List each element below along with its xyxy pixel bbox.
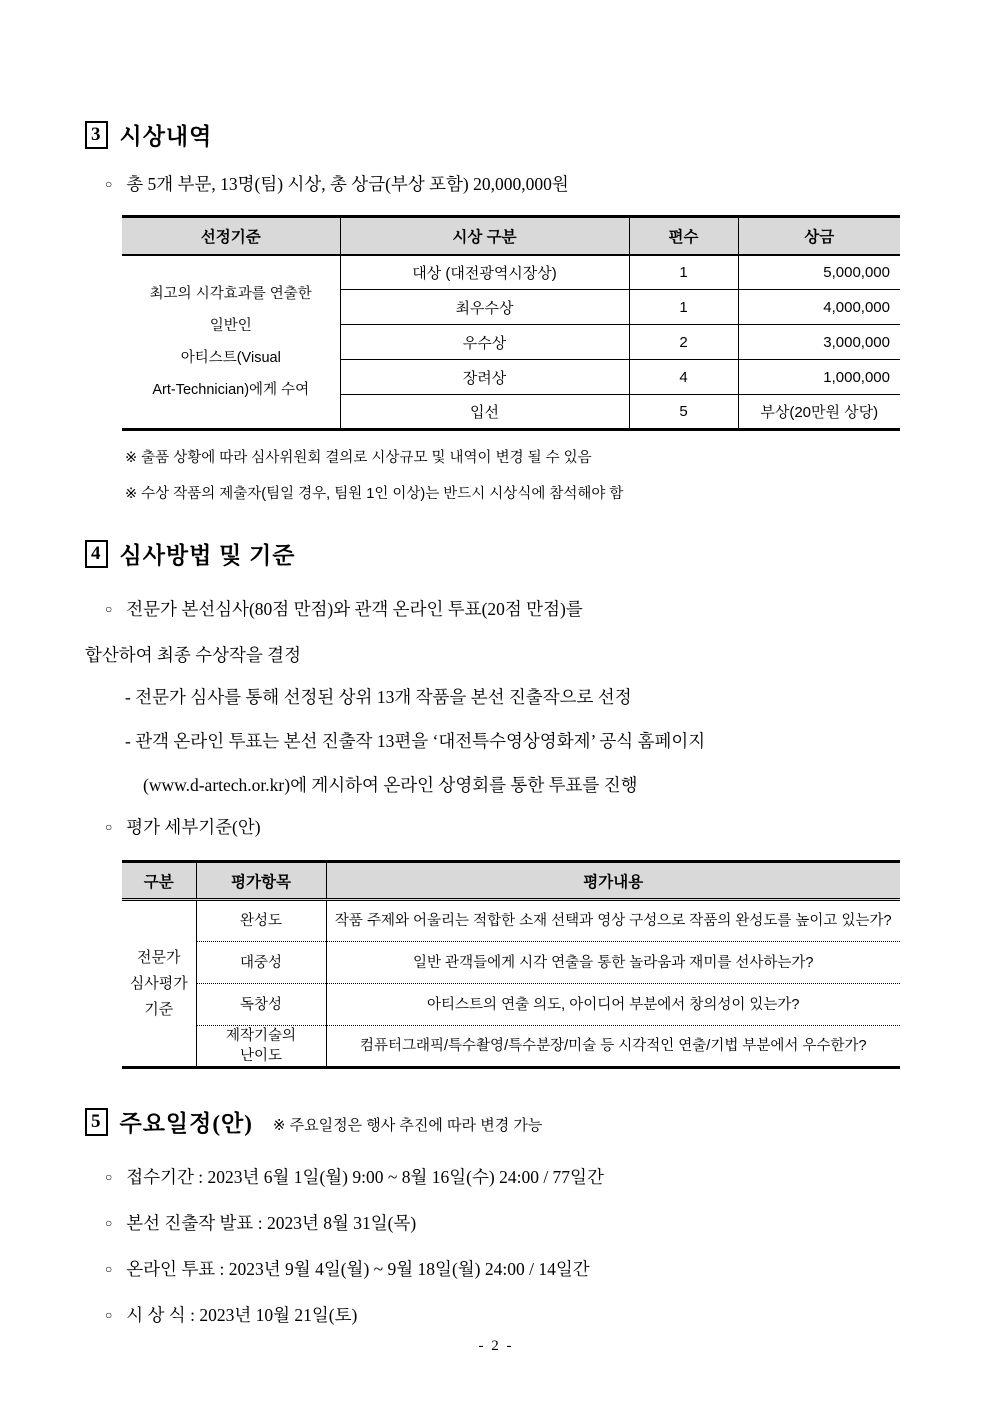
column-header-count: 편수 — [629, 217, 738, 255]
award-name-cell: 입선 — [340, 395, 629, 430]
circle-bullet-icon: ○ — [105, 602, 113, 616]
criteria-table-header-row — [122, 862, 900, 900]
section-number-box: 5 — [85, 1108, 108, 1136]
column-header-criteria: 선정기준 — [122, 217, 340, 255]
schedule-item-text: 본선 진출작 발표 : 2023년 8월 31일(목) — [126, 1213, 417, 1233]
criteria-line: 일반인 — [209, 317, 252, 334]
circle-bullet-icon: ○ — [105, 1170, 113, 1184]
awards-table — [122, 215, 900, 431]
table-row — [122, 984, 900, 1026]
count-cell: 5 — [629, 395, 738, 430]
awards-note: ※ 수상 작품의 제출자(팀일 경우, 팀원 1인 이상)는 반드시 시상식에 참석해야 함 — [125, 486, 624, 502]
prize-cell: 부상(20만원 상당) — [738, 395, 900, 430]
criteria-line: Art-Technician)에게 수여 — [152, 381, 310, 398]
criteria-line: 아티스트(Visual — [180, 349, 281, 366]
schedule-item — [105, 1302, 904, 1328]
column-header-item: 평가항목 — [196, 862, 326, 900]
column-header-prize: 상금 — [738, 217, 900, 255]
criteria-item-cell: 대중성 — [196, 942, 326, 984]
awards-summary-text: 총 5개 부문, 13명(팀) 시상, 총 상금(부상 포함) 20,000,000원 — [126, 174, 569, 194]
schedule-item-text: 접수기간 : 2023년 6월 1일(월) 9:00 ~ 8월 16일(수) 24:00 / 77일간 — [126, 1167, 604, 1187]
judging-detail-line: - 전문가 심사를 통해 선정된 상위 13개 작품을 본선 진출작으로 선정 — [125, 687, 632, 707]
awards-table-header-row — [122, 217, 900, 255]
selection-criteria-cell — [122, 255, 340, 430]
circle-bullet-icon: ○ — [105, 1308, 113, 1322]
criteria-line: 최고의 시각효과를 연출한 — [149, 285, 312, 302]
section-number-box: 4 — [85, 540, 108, 568]
schedule-item — [105, 1210, 904, 1236]
page-number: - 2 - — [478, 1338, 514, 1354]
criteria-item-cell — [196, 1026, 326, 1068]
column-header-award-type: 시상 구분 — [340, 217, 629, 255]
criteria-item-cell: 독창성 — [196, 984, 326, 1026]
column-header-description: 평가내용 — [326, 862, 900, 900]
count-cell: 1 — [629, 255, 738, 290]
awards-summary-line — [105, 171, 904, 197]
judging-method-line — [105, 596, 904, 622]
section-4-heading — [85, 537, 904, 570]
award-name-cell: 최우수상 — [340, 290, 629, 325]
section-title: 심사방법 및 기준 — [119, 543, 296, 568]
group-line: 심사평가 — [129, 974, 188, 992]
schedule-list — [85, 1164, 904, 1328]
group-line: 기준 — [144, 1000, 174, 1018]
count-cell: 1 — [629, 290, 738, 325]
criteria-item-cell: 완성도 — [196, 900, 326, 942]
criteria-table — [122, 860, 900, 1069]
evaluation-criteria-text: 평가 세부기준(안) — [126, 817, 261, 837]
criteria-item-line: 난이도 — [239, 1048, 283, 1064]
column-header-group: 구분 — [122, 862, 196, 900]
table-row — [122, 1026, 900, 1068]
prize-cell: 1,000,000 — [738, 360, 900, 395]
group-line: 전문가 — [137, 948, 181, 966]
circle-bullet-icon: ○ — [105, 1262, 113, 1276]
criteria-desc-cell: 일반 관객들에게 시각 연출을 통한 놀라움과 재미를 선사하는가? — [326, 942, 900, 984]
section-5-heading — [85, 1105, 904, 1138]
criteria-desc-cell: 컴퓨터그래픽/특수촬영/특수분장/미술 등 시각적인 연출/기법 부분에서 우수한가? — [326, 1026, 900, 1068]
table-row — [122, 942, 900, 984]
judging-method-text: 전문가 본선심사(80점 만점)와 관객 온라인 투표(20점 만점)를 — [126, 599, 583, 619]
award-name-cell: 대상 (대전광역시장상) — [340, 255, 629, 290]
count-cell: 2 — [629, 325, 738, 360]
schedule-change-note: ※ 주요일정은 행사 추진에 따라 변경 가능 — [272, 1117, 543, 1134]
judging-detail-line: - 관객 온라인 투표는 본선 진출작 13편을 ‘대전특수영상영화제’ 공식 홈페이지 — [125, 731, 706, 751]
criteria-item-line: 제작기술의 — [225, 1028, 297, 1044]
circle-bullet-icon: ○ — [105, 1216, 113, 1230]
award-name-cell: 우수상 — [340, 325, 629, 360]
schedule-item — [105, 1256, 904, 1282]
schedule-item-text: 시 상 식 : 2023년 10월 21일(토) — [126, 1305, 358, 1325]
circle-bullet-icon: ○ — [105, 177, 113, 191]
prize-cell: 3,000,000 — [738, 325, 900, 360]
prize-cell: 4,000,000 — [738, 290, 900, 325]
section-number-box: 3 — [85, 121, 108, 149]
table-row — [122, 255, 900, 290]
circle-bullet-icon: ○ — [105, 820, 113, 834]
award-name-cell: 장려상 — [340, 360, 629, 395]
evaluator-group-cell — [122, 900, 196, 1068]
count-cell: 4 — [629, 360, 738, 395]
section-3-heading — [85, 118, 904, 151]
prize-cell: 5,000,000 — [738, 255, 900, 290]
evaluation-criteria-line — [105, 814, 904, 840]
criteria-desc-cell: 아티스트의 연출 의도, 아이디어 부분에서 창의성이 있는가? — [326, 984, 900, 1026]
section-title: 시상내역 — [119, 124, 213, 149]
table-row — [122, 900, 900, 942]
judging-method-continuation: 합산하여 최종 수상작을 결정 — [85, 645, 301, 665]
criteria-desc-cell: 작품 주제와 어울리는 적합한 소재 선택과 영상 구성으로 작품의 완성도를 높이고 있는가? — [326, 900, 900, 942]
judging-detail-continuation: (www.d-artech.or.kr)에 게시하여 온라인 상영회를 통한 투표를 진행 — [143, 775, 638, 795]
section-title: 주요일정(안) — [119, 1111, 253, 1136]
awards-note: ※ 출품 상황에 따라 심사위원회 결의로 시상규모 및 내역이 변경 될 수 있음 — [125, 450, 592, 466]
schedule-item-text: 온라인 투표 : 2023년 9월 4일(월) ~ 9월 18일(월) 24:00 / 14일간 — [126, 1259, 590, 1279]
schedule-item — [105, 1164, 904, 1190]
